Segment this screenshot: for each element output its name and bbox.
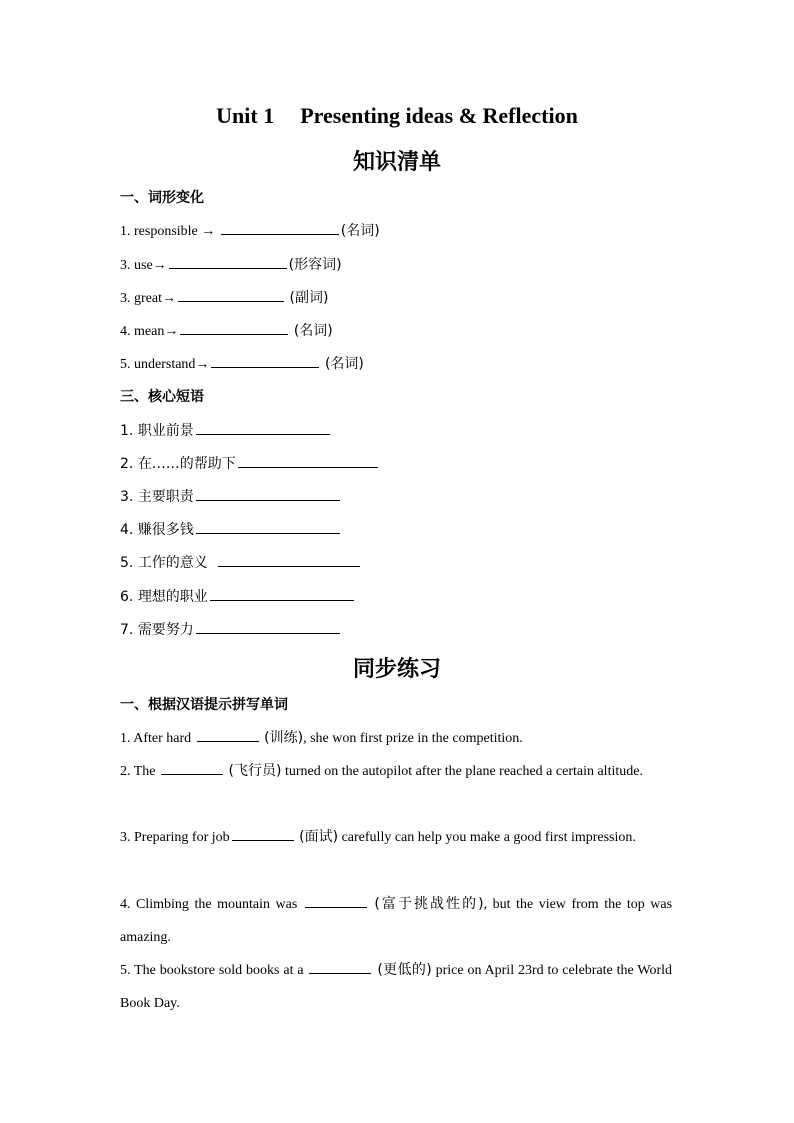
- answer-blank[interactable]: [218, 552, 360, 567]
- unit-label: Unit 1: [216, 103, 275, 128]
- answer-blank[interactable]: [232, 826, 294, 841]
- answer-blank[interactable]: [196, 486, 340, 501]
- phrase-item-6: 6. 理想的职业: [120, 586, 356, 606]
- phrase-item-3: 3. 主要职责: [120, 486, 342, 506]
- answer-blank[interactable]: [309, 959, 371, 974]
- word-form-item-4: 4. mean→ (名词): [120, 320, 333, 340]
- answer-blank[interactable]: [178, 287, 284, 302]
- answer-blank[interactable]: [221, 220, 339, 235]
- exercise-item-5: 5. The bookstore sold books at a (更低的) price on April 23rd to celebrate the World Book Day.: [120, 954, 672, 1020]
- answer-blank[interactable]: [169, 254, 287, 269]
- answer-blank[interactable]: [305, 893, 367, 908]
- phrase-item-1: 1. 职业前景: [120, 420, 332, 440]
- answer-blank[interactable]: [180, 320, 288, 335]
- answer-blank[interactable]: [196, 619, 340, 634]
- exercise-item-1: 1. After hard (训练), she won first prize in the competition.: [120, 722, 672, 755]
- word-form-item-3: 3. great→ (副词): [120, 287, 328, 307]
- answer-blank[interactable]: [211, 353, 319, 368]
- word-form-item-1: 1. responsible → (名词): [120, 220, 380, 240]
- phrase-item-7: 7. 需要努力: [120, 619, 342, 639]
- page-title: [0, 103, 794, 129]
- section-word-forms: 一、词形变化: [120, 190, 204, 206]
- phrase-item-5: 5. 工作的意义: [120, 552, 362, 572]
- unit-topic: Presenting ideas & Reflection: [300, 103, 578, 128]
- section-spelling: 一、根据汉语提示拼写单词: [120, 697, 288, 713]
- word-form-item-5: 5. understand→ (名词): [120, 353, 364, 373]
- section-core-phrases: 三、核心短语: [120, 389, 204, 405]
- phrase-item-2: 2. 在……的帮助下: [120, 453, 380, 473]
- answer-blank[interactable]: [161, 760, 223, 775]
- answer-blank[interactable]: [210, 586, 354, 601]
- word-form-item-2: 3. use→ (形容词): [120, 254, 342, 274]
- exercise-item-2: 2. The (飞行员) turned on the autopilot after the plane reached a certain altitude.: [120, 755, 672, 788]
- exercise-item-4: 4. Climbing the mountain was (富于挑战性的), but the view from the top was amazing.: [120, 888, 672, 954]
- answer-blank[interactable]: [238, 453, 378, 468]
- knowledge-heading: 知识清单: [352, 150, 441, 175]
- answer-blank[interactable]: [196, 519, 340, 534]
- phrase-item-4: 4. 赚很多钱: [120, 519, 342, 539]
- answer-blank[interactable]: [196, 420, 330, 435]
- exercise-item-3: 3. Preparing for job (面试) carefully can help you make a good first impression.: [120, 821, 672, 854]
- practice-heading: 同步练习: [352, 657, 441, 682]
- answer-blank[interactable]: [197, 727, 259, 742]
